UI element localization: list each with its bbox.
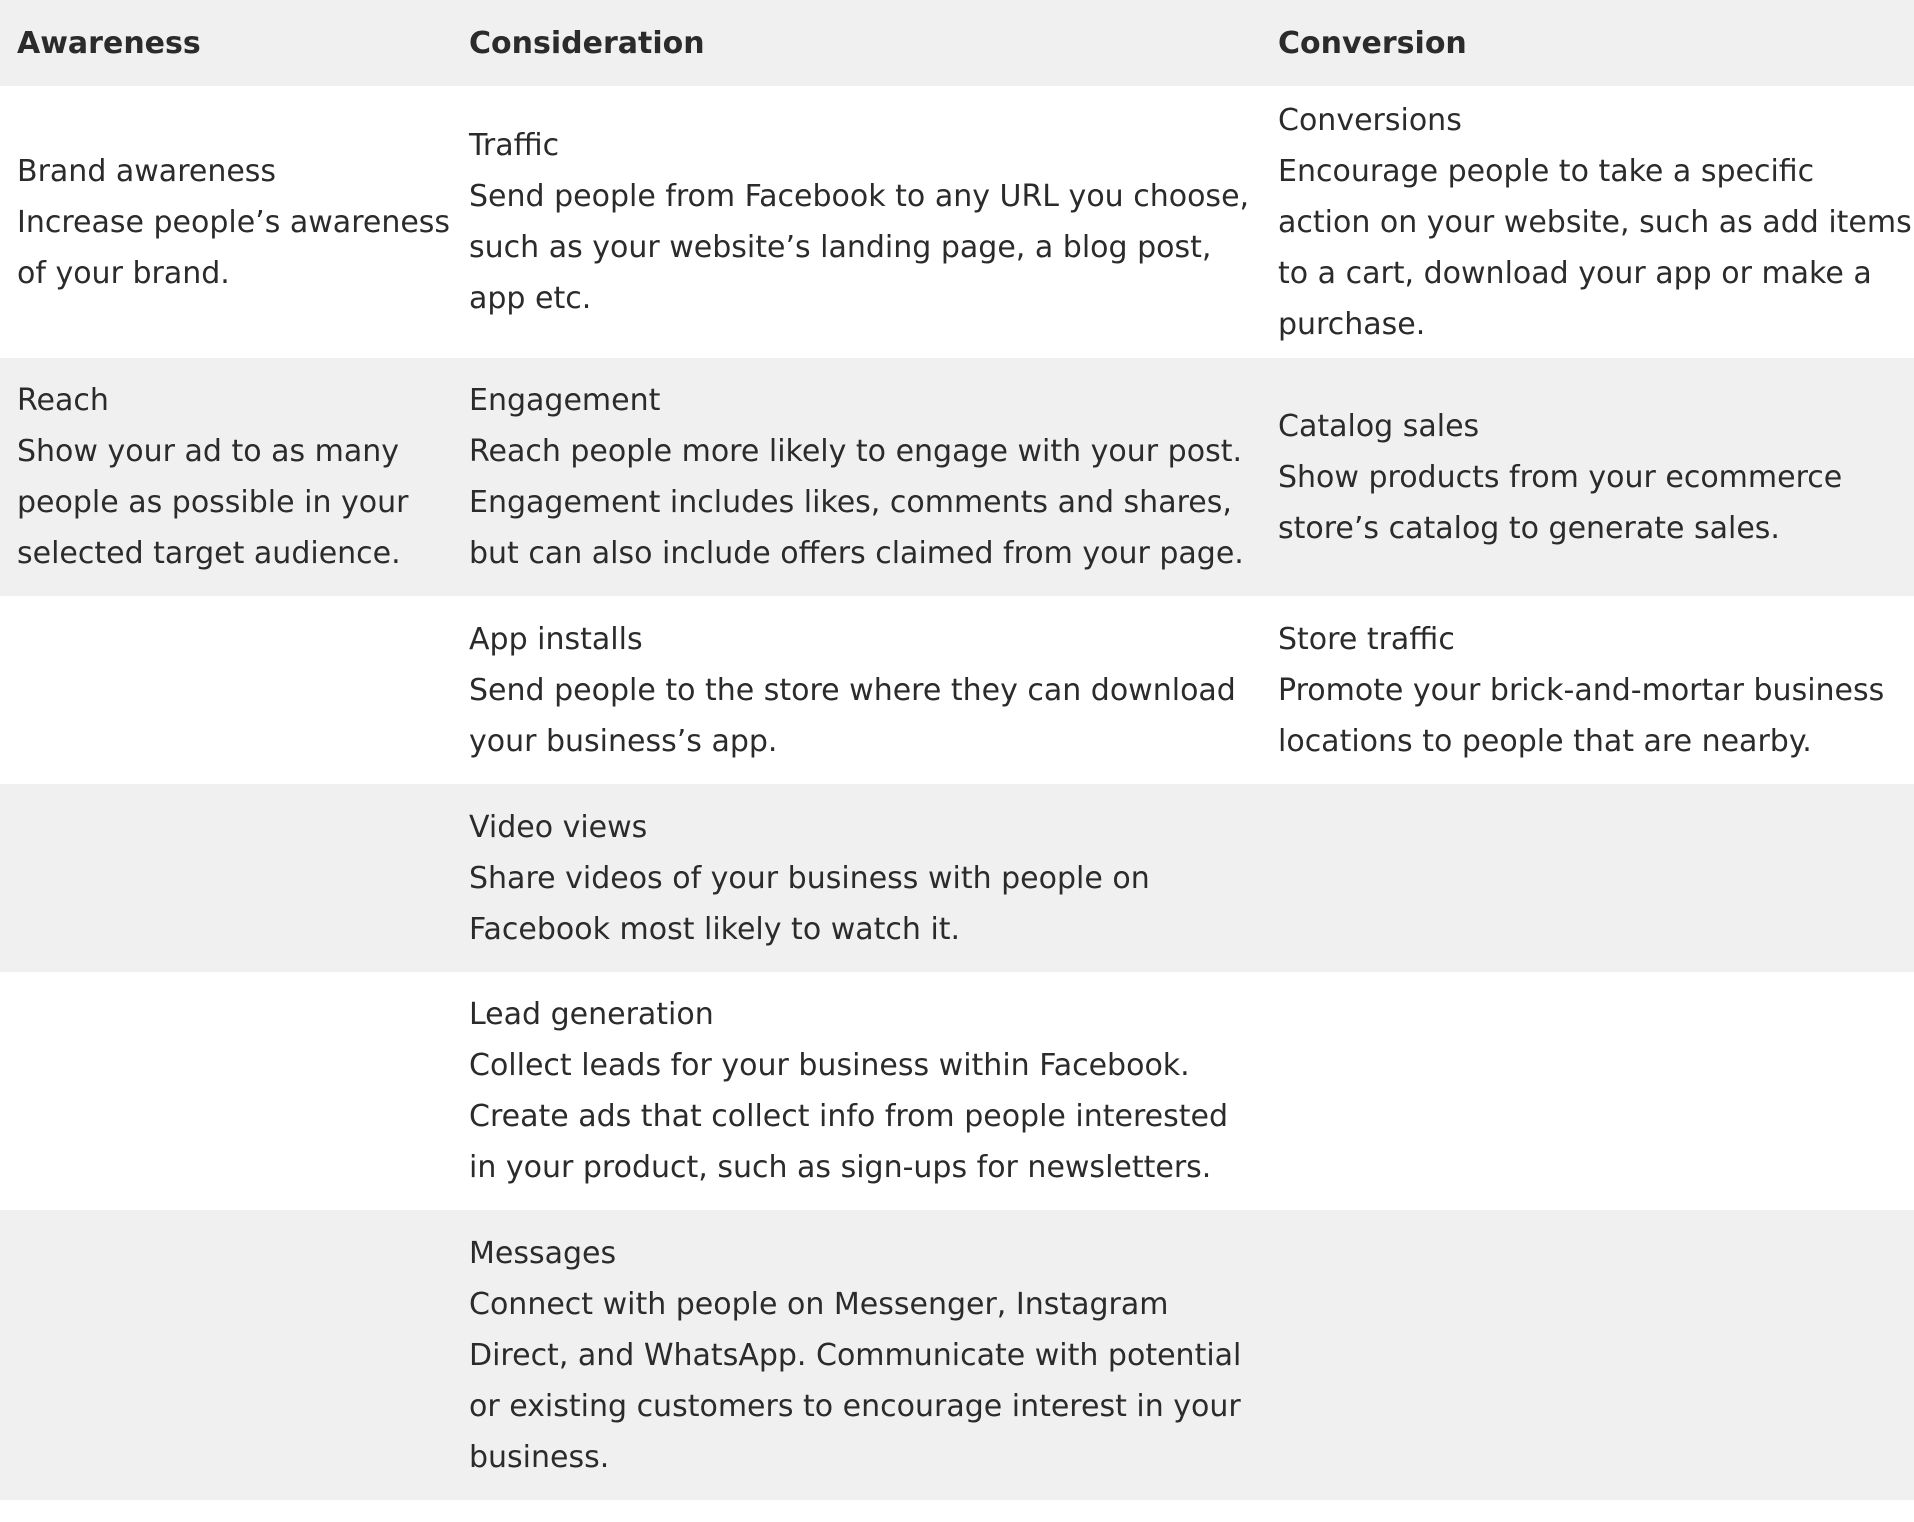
header-consideration: Consideration [452, 0, 1261, 86]
objective-description: Send people to the store where they can download your business’s app. [469, 672, 1236, 759]
table-row [0, 596, 1914, 784]
objective-title: Catalog sales [1278, 408, 1480, 444]
table-row [0, 784, 1914, 972]
cell-conversion [1261, 86, 1914, 358]
cell-consideration [452, 1210, 1261, 1500]
objective-description: Connect with people on Messenger, Instagram Direct, and WhatsApp. Communicate with potential or existing customers to encourage interest in your business. [469, 1286, 1242, 1475]
cell-conversion [1261, 596, 1914, 784]
objective-description: Encourage people to take a specific action on your website, such as add items to a cart, download your app or make a purchase. [1278, 153, 1912, 342]
objective-title: Traffic [469, 128, 560, 163]
cell-awareness-empty [0, 972, 452, 1210]
objective-description: Show your ad to as many people as possible in your selected target audience. [17, 434, 409, 571]
objective-title: Brand awareness [17, 153, 277, 189]
table-row [0, 86, 1914, 358]
table-header [0, 0, 1914, 86]
objective-description: Promote your brick-and-mortar business locations to people that are nearby. [1278, 672, 1885, 759]
cell-conversion-empty [1261, 784, 1914, 972]
table-row [0, 972, 1914, 1210]
objective-title: Reach [17, 383, 109, 418]
objective-description: Reach people more likely to engage with your post. Engagement includes likes, comments and shares, but can also include offers claimed from your page. [469, 434, 1244, 571]
objective-title: Lead generation [469, 997, 714, 1032]
table-body [0, 86, 1914, 1500]
table-row [0, 1210, 1914, 1500]
objective-title: Engagement [469, 383, 661, 418]
cell-awareness-empty [0, 784, 452, 972]
table-row [0, 358, 1914, 596]
objective-title: Store traffic [1278, 621, 1455, 657]
objective-description: Send people from Facebook to any URL you choose, such as your website’s landing page, a blog post, app etc. [469, 179, 1250, 316]
cell-consideration [452, 596, 1261, 784]
objective-title: Conversions [1278, 102, 1462, 138]
header-row [0, 0, 1914, 86]
cell-conversion [1261, 358, 1914, 596]
objective-description: Share videos of your business with people on Facebook most likely to watch it. [469, 860, 1150, 947]
objective-title: Messages [469, 1235, 617, 1271]
header-awareness: Awareness [0, 0, 452, 86]
cell-awareness [0, 86, 452, 358]
cell-awareness-empty [0, 1210, 452, 1500]
cell-consideration [452, 86, 1261, 358]
cell-conversion-empty [1261, 972, 1914, 1210]
objective-description: Show products from your ecommerce store’s catalog to generate sales. [1278, 459, 1843, 546]
cell-awareness [0, 358, 452, 596]
cell-awareness-empty [0, 596, 452, 784]
objective-title: Video views [469, 809, 648, 845]
objective-title: App installs [469, 621, 643, 657]
header-conversion: Conversion [1261, 0, 1914, 86]
cell-consideration [452, 358, 1261, 596]
cell-consideration [452, 784, 1261, 972]
objective-description: Increase people’s awareness of your brand. [17, 204, 451, 291]
objective-description: Collect leads for your business within Facebook. Create ads that collect info from people interested in your product, such as sign-ups for newsletters. [469, 1048, 1229, 1185]
cell-conversion-empty [1261, 1210, 1914, 1500]
cell-consideration [452, 972, 1261, 1210]
